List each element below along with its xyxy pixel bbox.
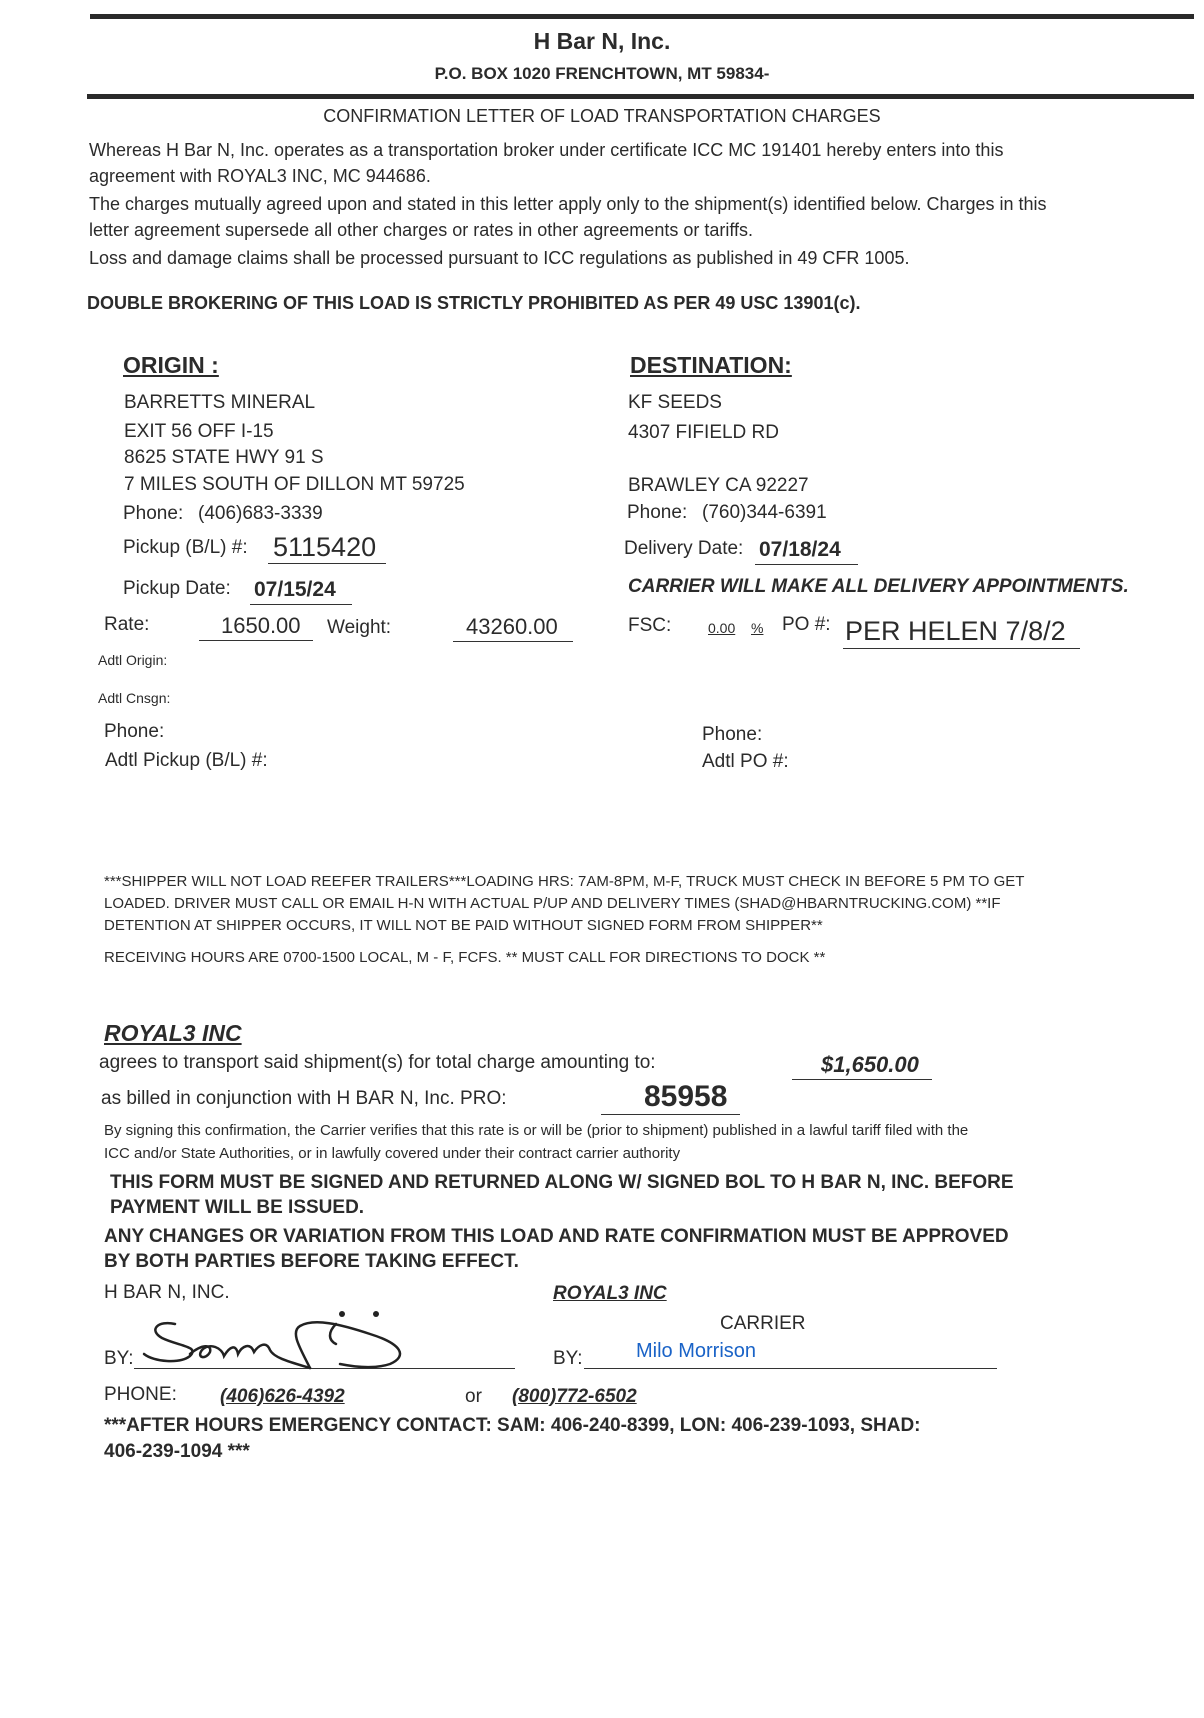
- note-line-3: DETENTION AT SHIPPER OCCURS, IT WILL NOT BE PAID WITHOUT SIGNED FORM FROM SHIPPER**: [104, 917, 823, 934]
- adtl-origin-phone-label: Phone:: [104, 721, 165, 742]
- origin-phone-label: Phone:: [123, 503, 184, 524]
- intro-line-5: Loss and damage claims shall be processed pursuant to ICC regulations as published in 49 CFR 1005.: [89, 248, 910, 268]
- po-underline: [843, 648, 1080, 649]
- agrees-text: agrees to transport said shipment(s) for total charge amounting to:: [99, 1052, 656, 1073]
- fine-print-1: By signing this confirmation, the Carrier verifies that this rate is or will be (prior to shipment) published in a lawful tariff filed with the: [104, 1122, 969, 1139]
- header-rule: [87, 94, 1194, 99]
- broker-phone-1: (406)626-4392: [220, 1386, 345, 1407]
- carrier-signature-name: ROYAL3 INC: [553, 1283, 667, 1304]
- pro-underline: [601, 1114, 740, 1115]
- origin-heading: ORIGIN :: [123, 352, 219, 378]
- intro-line-3: The charges mutually agreed upon and stated in this letter apply only to the shipment(s) identified below. Charges in this: [89, 194, 1047, 214]
- changes-notice-2: BY BOTH PARTIES BEFORE TAKING EFFECT.: [104, 1251, 519, 1272]
- origin-address-2: 8625 STATE HWY 91 S: [124, 447, 324, 468]
- po-label: PO #:: [782, 614, 831, 635]
- note-line-1: ***SHIPPER WILL NOT LOAD REEFER TRAILERS***LOADING HRS: 7AM-8PM, M-F, TRUCK MUST CHECK IN BEFORE 5 PM TO GET: [104, 873, 1025, 890]
- rate-underline: [199, 640, 313, 641]
- rate-label: Rate:: [104, 614, 150, 635]
- note-line-2: LOADED. DRIVER MUST CALL OR EMAIL H-N WITH ACTUAL P/UP AND DELIVERY TIMES (SHAD@HBARNTRUCKING.COM) **IF: [104, 895, 1001, 912]
- pickup-date-underline: [250, 604, 352, 605]
- broker-phone-2: (800)772-6502: [512, 1386, 637, 1407]
- sign-return-notice-1: THIS FORM MUST BE SIGNED AND RETURNED ALONG W/ SIGNED BOL TO H BAR N, INC. BEFORE: [110, 1172, 1014, 1193]
- company-address: P.O. BOX 1020 FRENCHTOWN, MT 59834-: [434, 64, 770, 83]
- rate-value: 1650.00: [221, 613, 301, 638]
- total-charge: $1,650.00: [821, 1052, 919, 1077]
- emergency-contact-1: ***AFTER HOURS EMERGENCY CONTACT: SAM: 406-240-8399, LON: 406-239-1093, SHAD:: [104, 1415, 921, 1436]
- pickup-bl-label: Pickup (B/L) #:: [123, 537, 248, 558]
- origin-address-1: EXIT 56 OFF I-15: [124, 421, 274, 442]
- fsc-label: FSC:: [628, 615, 672, 636]
- phone-label: PHONE:: [104, 1384, 177, 1405]
- delivery-date: 07/18/24: [759, 538, 841, 561]
- broker-by-label: BY:: [104, 1348, 134, 1369]
- document-title: CONFIRMATION LETTER OF LOAD TRANSPORTATION CHARGES: [323, 106, 881, 126]
- sign-return-notice-2: PAYMENT WILL BE ISSUED.: [110, 1197, 365, 1218]
- company-name: H Bar N, Inc.: [533, 28, 671, 54]
- pickup-bl-underline: [268, 563, 386, 564]
- changes-notice-1: ANY CHANGES OR VARIATION FROM THIS LOAD AND RATE CONFIRMATION MUST BE APPROVED: [104, 1226, 1009, 1247]
- destination-name: KF SEEDS: [628, 392, 722, 413]
- fsc-percent: %: [751, 620, 764, 636]
- intro-line-4: letter agreement supersede all other charges or rates in other agreements or tariffs.: [89, 220, 754, 240]
- destination-address-1: 4307 FIFIELD RD: [628, 422, 779, 443]
- origin-phone: (406)683-3339: [198, 503, 323, 524]
- pickup-date-label: Pickup Date:: [123, 578, 231, 599]
- double-brokering-warning: DOUBLE BROKERING OF THIS LOAD IS STRICTLY PROHIBITED AS PER 49 USC 13901(c).: [87, 293, 861, 313]
- adtl-origin-label: Adtl Origin:: [98, 652, 168, 668]
- origin-address-3: 7 MILES SOUTH OF DILLON MT 59725: [124, 474, 465, 495]
- billed-text: as billed in conjunction with H BAR N, Inc. PRO:: [101, 1088, 507, 1109]
- weight-label: Weight:: [327, 617, 392, 638]
- destination-address-3: BRAWLEY CA 92227: [628, 475, 809, 496]
- adtl-pickup-label: Adtl Pickup (B/L) #:: [105, 750, 268, 771]
- pickup-bl-number: 5115420: [273, 532, 377, 562]
- intro-line-2: agreement with ROYAL3 INC, MC 944686.: [89, 166, 431, 186]
- total-charge-underline: [792, 1079, 932, 1080]
- broker-name: H BAR N, INC.: [104, 1282, 230, 1303]
- note-line-4: RECEIVING HOURS ARE 0700-1500 LOCAL, M - F, FCFS. ** MUST CALL FOR DIRECTIONS TO DOCK **: [104, 949, 826, 966]
- fine-print-2: ICC and/or State Authorities, or in lawfully covered under their contract carrier authority: [104, 1145, 681, 1162]
- weight-underline: [453, 641, 573, 642]
- pickup-date: 07/15/24: [254, 578, 336, 601]
- origin-name: BARRETTS MINERAL: [124, 392, 316, 413]
- destination-heading: DESTINATION:: [630, 352, 792, 378]
- destination-phone-label: Phone:: [627, 502, 688, 523]
- carrier-signature-line: [584, 1368, 997, 1369]
- carrier-signer-name: Milo Morrison: [636, 1340, 757, 1362]
- top-rule: [90, 14, 1194, 19]
- phone-or: or: [465, 1386, 482, 1407]
- fsc-value: 0.00: [708, 620, 736, 636]
- adtl-cnsgn-label: Adtl Cnsgn:: [98, 690, 171, 706]
- carrier-name-heading: ROYAL3 INC: [104, 1020, 242, 1046]
- emergency-contact-2: 406-239-1094 ***: [104, 1441, 250, 1462]
- adtl-destination-phone-label: Phone:: [702, 724, 763, 745]
- carrier-label: CARRIER: [720, 1313, 806, 1334]
- delivery-appointments-note: CARRIER WILL MAKE ALL DELIVERY APPOINTMENTS.: [628, 576, 1129, 597]
- intro-line-1: Whereas H Bar N, Inc. operates as a transportation broker under certificate ICC MC 191401 hereby enters into this: [89, 140, 1004, 160]
- pro-number: 85958: [644, 1080, 728, 1113]
- adtl-po-label: Adtl PO #:: [702, 751, 789, 772]
- broker-signature: [140, 1308, 430, 1372]
- po-value: PER HELEN 7/8/2: [845, 616, 1066, 646]
- weight-value: 43260.00: [466, 614, 558, 639]
- delivery-date-underline: [755, 564, 858, 565]
- destination-phone: (760)344-6391: [702, 502, 827, 523]
- carrier-by-label: BY:: [553, 1348, 583, 1369]
- delivery-date-label: Delivery Date:: [624, 538, 744, 559]
